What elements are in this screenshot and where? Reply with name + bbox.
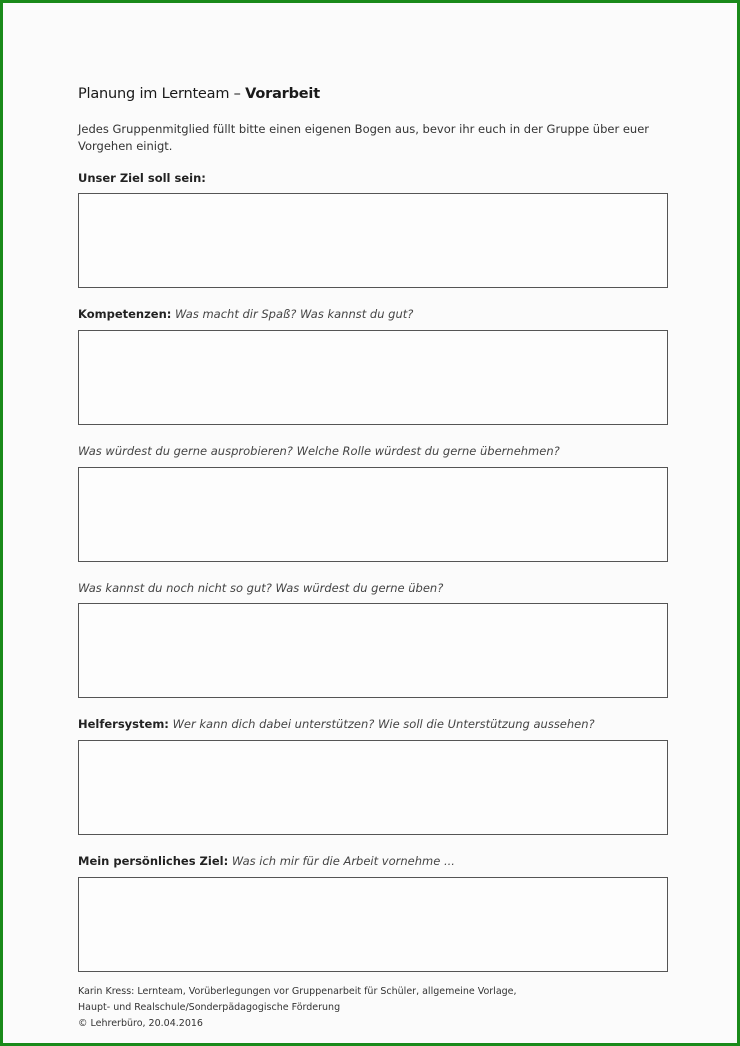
answer-box-helper-system[interactable]	[78, 740, 668, 835]
section-label-goal	[78, 171, 206, 185]
answer-box-personal-goal[interactable]	[78, 877, 668, 972]
answer-box-try[interactable]	[78, 467, 668, 562]
section-label-strong: Unser Ziel soll sein:	[78, 171, 206, 185]
title-bold: Vorarbeit	[245, 86, 320, 102]
footer-credits	[78, 984, 517, 1032]
section-label-strong: Helfersystem:	[78, 717, 169, 731]
footer-line: © Lehrerbüro, 20.04.2016	[78, 1018, 203, 1029]
section-question: Was kannst du noch nicht so gut? Was würdest du gerne üben?	[78, 581, 444, 595]
answer-box-competencies[interactable]	[78, 330, 668, 425]
section-label-competencies	[78, 307, 413, 321]
answer-box-practice[interactable]	[78, 603, 668, 698]
section-label-strong: Kompetenzen:	[78, 307, 172, 321]
title-normal: Planung im Lernteam –	[78, 86, 246, 102]
section-question: Was macht dir Spaß? Was kannst du gut?	[175, 307, 414, 321]
section-question: Was ich mir für die Arbeit vornehme ...	[231, 854, 455, 868]
footer-line: Karin Kress: Lernteam, Vorüberlegungen vor Gruppenarbeit für Schüler, allgemeine Vorlage,	[78, 986, 517, 997]
section-label-personal-goal	[78, 854, 455, 868]
section-question: Wer kann dich dabei unterstützen? Wie soll die Unterstützung aussehen?	[172, 717, 595, 731]
section-label-try	[78, 444, 560, 458]
answer-box-goal[interactable]	[78, 193, 668, 288]
section-question: Was würdest du gerne ausprobieren? Welche Rolle würdest du gerne übernehmen?	[78, 444, 560, 458]
footer-line: Haupt- und Realschule/Sonderpädagogische Förderung	[78, 1002, 341, 1013]
section-label-practice	[78, 581, 443, 595]
page-title	[78, 86, 320, 102]
section-label-helper-system	[78, 717, 595, 731]
section-label-strong: Mein persönliches Ziel:	[78, 854, 229, 868]
intro-text: Jedes Gruppenmitglied füllt bitte einen eigenen Bogen aus, bevor ihr euch in der Gruppe über euer Vorgehen einigt.	[78, 122, 650, 153]
